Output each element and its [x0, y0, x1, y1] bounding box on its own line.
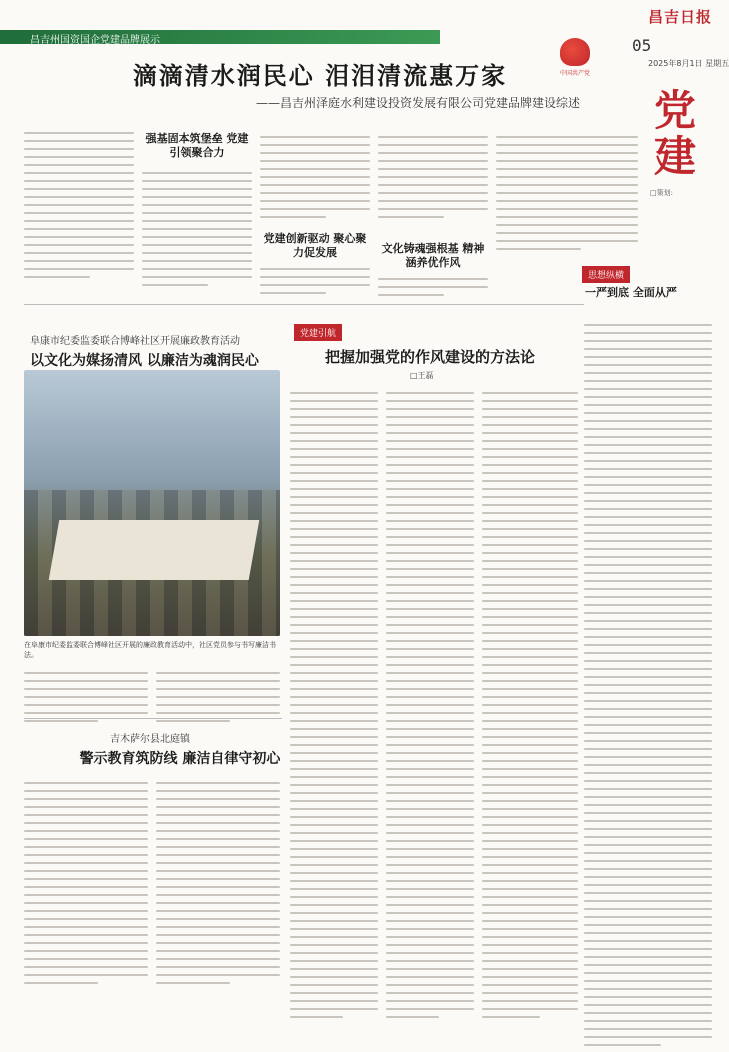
right-column-title: 一严到底 全面从严 [585, 286, 677, 299]
bottom-kicker: 吉木萨尔县北庭镇 [110, 734, 190, 745]
lead-subhead-3: 文化铸魂强根基 精神涵养优作风 [381, 242, 485, 269]
lead-column-4 [378, 130, 488, 224]
logo-caption: 中国共产党 [559, 70, 590, 77]
divider [24, 304, 584, 305]
page-number: 05 [632, 36, 652, 55]
photo-caption: 在阜康市纪委监委联合博峰社区开展的廉政教育活动中，社区党员参与书写廉洁书法。 [24, 641, 276, 659]
bottom-column-1 [24, 776, 148, 990]
top-bar [0, 0, 720, 52]
lead-column-1 [24, 126, 134, 284]
center-byline: □王磊 [410, 371, 434, 380]
issue-date: 2025年8月1日 星期五 [648, 59, 729, 68]
center-column-2 [386, 386, 474, 1024]
section-name: 党建 [653, 86, 696, 181]
right-column-body [584, 318, 712, 1052]
section-tag-center: 党建引航 [294, 324, 342, 341]
center-column-3 [482, 386, 578, 1024]
lead-column-2 [142, 166, 252, 292]
feature-kicker: 阜康市纪委监委联合博峰社区开展廉政教育活动 [30, 336, 240, 347]
feature-title: 以文化为媒扬清风 以廉洁为魂润民心 [30, 353, 259, 369]
credit-line: □策划: [650, 189, 673, 197]
lead-subhead-2: 党建创新驱动 聚心聚力促发展 [263, 232, 367, 259]
section-tag-right: 思想纵横 [582, 266, 630, 283]
center-column-1 [290, 386, 378, 1024]
divider [24, 718, 282, 719]
section-bar [0, 30, 440, 44]
center-title: 把握加强党的作风建设的方法论 [324, 348, 535, 366]
lead-column-3 [260, 130, 370, 224]
bottom-title: 警示教育筑防线 廉洁自律守初心 [79, 751, 281, 767]
lead-column-5 [496, 130, 638, 256]
bottom-column-2 [156, 776, 280, 990]
lead-column-4b [378, 272, 488, 302]
paper-name: 昌吉日报 [647, 8, 712, 26]
photo-table [49, 520, 260, 580]
feature-photo [24, 370, 280, 636]
masthead [632, 6, 729, 68]
lead-subhead-1: 强基固本筑堡垒 党建引领聚合力 [145, 132, 249, 159]
lead-subtitle: ——昌吉州泽庭水利建设投资发展有限公司党建品牌建设综述 [255, 96, 580, 110]
lead-column-3b [260, 262, 370, 300]
section-bar-label: 昌吉州国资国企党建品牌展示 [30, 35, 160, 46]
side-credits [650, 188, 673, 199]
lead-title: 滴滴清水润民心 泪泪清流惠万家 [132, 61, 508, 90]
